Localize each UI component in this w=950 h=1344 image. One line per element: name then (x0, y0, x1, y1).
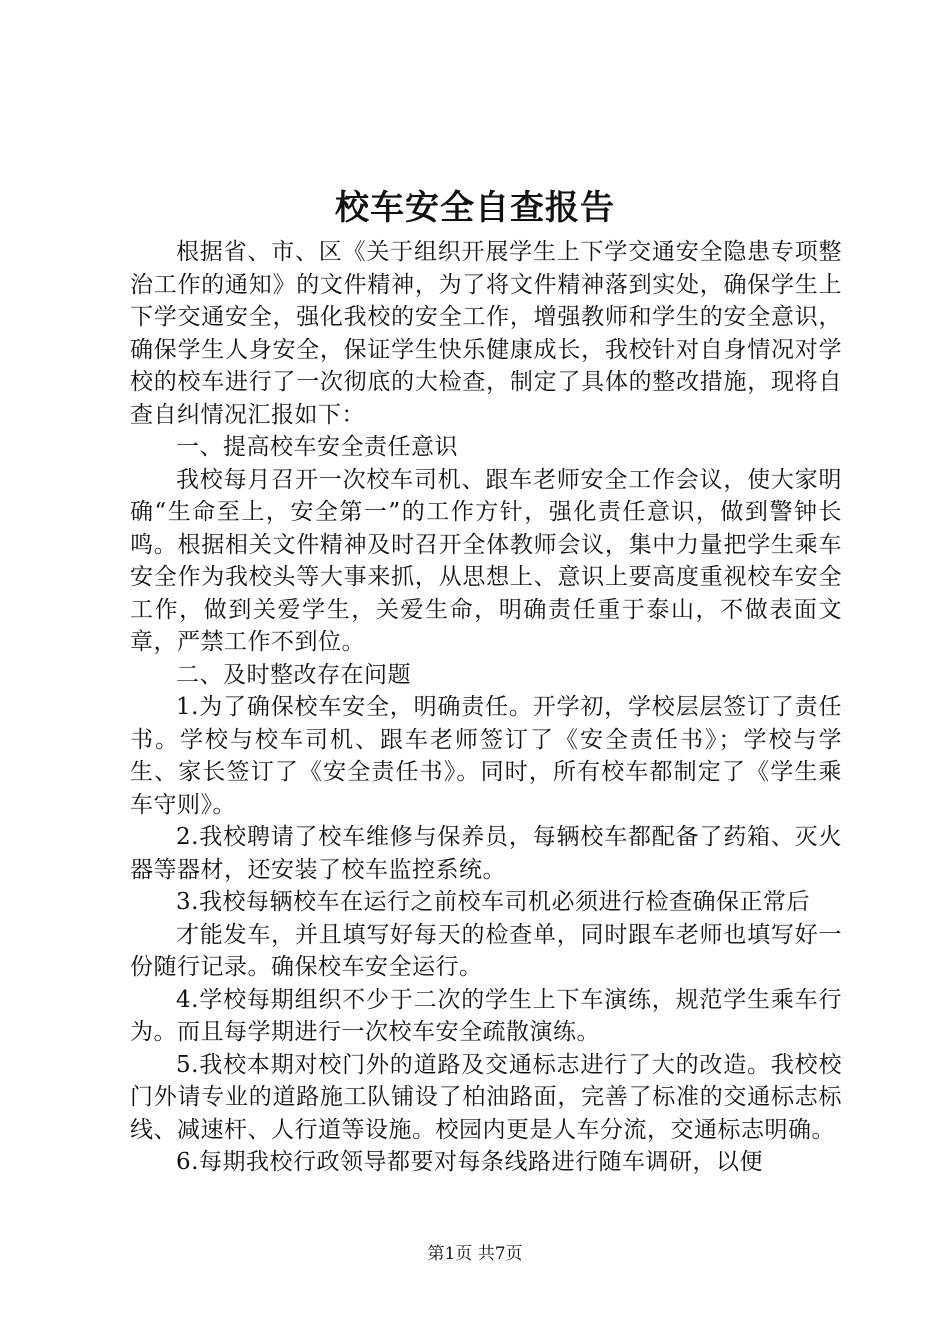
list-item-2: 2.我校聘请了校车维修与保养员，每辆校车都配备了药箱、灭火器等器材，还安装了校车监控系统。 (130, 824, 842, 883)
list-item-3: 3.我校每辆校车在运行之前校车司机必须进行检查确保正常后 (176, 889, 810, 915)
list-item-6: 6.每期我校行政领导都要对每条线路进行随车调研，以便 (176, 1149, 763, 1175)
page-footer: 第1页 共7页 (427, 1244, 523, 1264)
intro-paragraph: 根据省、市、区《关于组织开展学生上下学交通安全隐患专项整治工作的通知》的文件精神，为了将文件精神落到实处，确保学生上下学交通安全，强化我校的安全工作，增强教师和学生的安全意识，确保学生人身安全，保证学生快乐健康成长，我校针对自身情况对学校的校车进行了一次彻底的大检查，制定了具体的整改措施，现将自查自纠情况汇报如下： (130, 239, 842, 428)
section-heading-1: 一、提高校车安全责任意识 (176, 434, 458, 460)
section-1-paragraph: 我校每月召开一次校车司机、跟车老师安全工作会议，使大家明确“生命至上，安全第一”的工作方针，强化责任意识，做到警钟长鸣。根据相关文件精神及时召开全体教师会议，集中力量把学生乘车安全作为我校头等大事来抓，从思想上、意识上要高度重视校车安全工作，做到关爱学生，关爱生命，明确责任重于泰山，不做表面文章，严禁工作不到位。 (130, 466, 842, 655)
list-item-4: 4.学校每期组织不少于二次的学生上下车演练，规范学生乘车行为。而且每学期进行一次校车安全疏散演练。 (130, 986, 842, 1045)
section-heading-2: 二、及时整改存在问题 (176, 661, 411, 688)
document-title: 校车安全自查报告 (335, 188, 615, 228)
list-item-1: 1.为了确保校车安全，明确责任。开学初，学校层层签订了责任书。学校与校车司机、跟车老师签订了《安全责任书》；学校与学生、家长签订了《安全责任书》。同时，所有校车都制定了《学生乘车守则》。 (130, 694, 842, 818)
list-item-5: 5.我校本期对校门外的道路及交通标志进行了大的改造。我校校门外请专业的道路施工队铺设了柏油路面，完善了标准的交通标志标线、减速杆、人行道等设施。校园内更是人车分流，交通标志明确。 (130, 1051, 842, 1143)
list-item-3-continued: 才能发车，并且填写好每天的检查单，同时跟车老师也填写好一份随行记录。确保校车安全运行。 (130, 921, 842, 980)
document-body (130, 236, 842, 1179)
